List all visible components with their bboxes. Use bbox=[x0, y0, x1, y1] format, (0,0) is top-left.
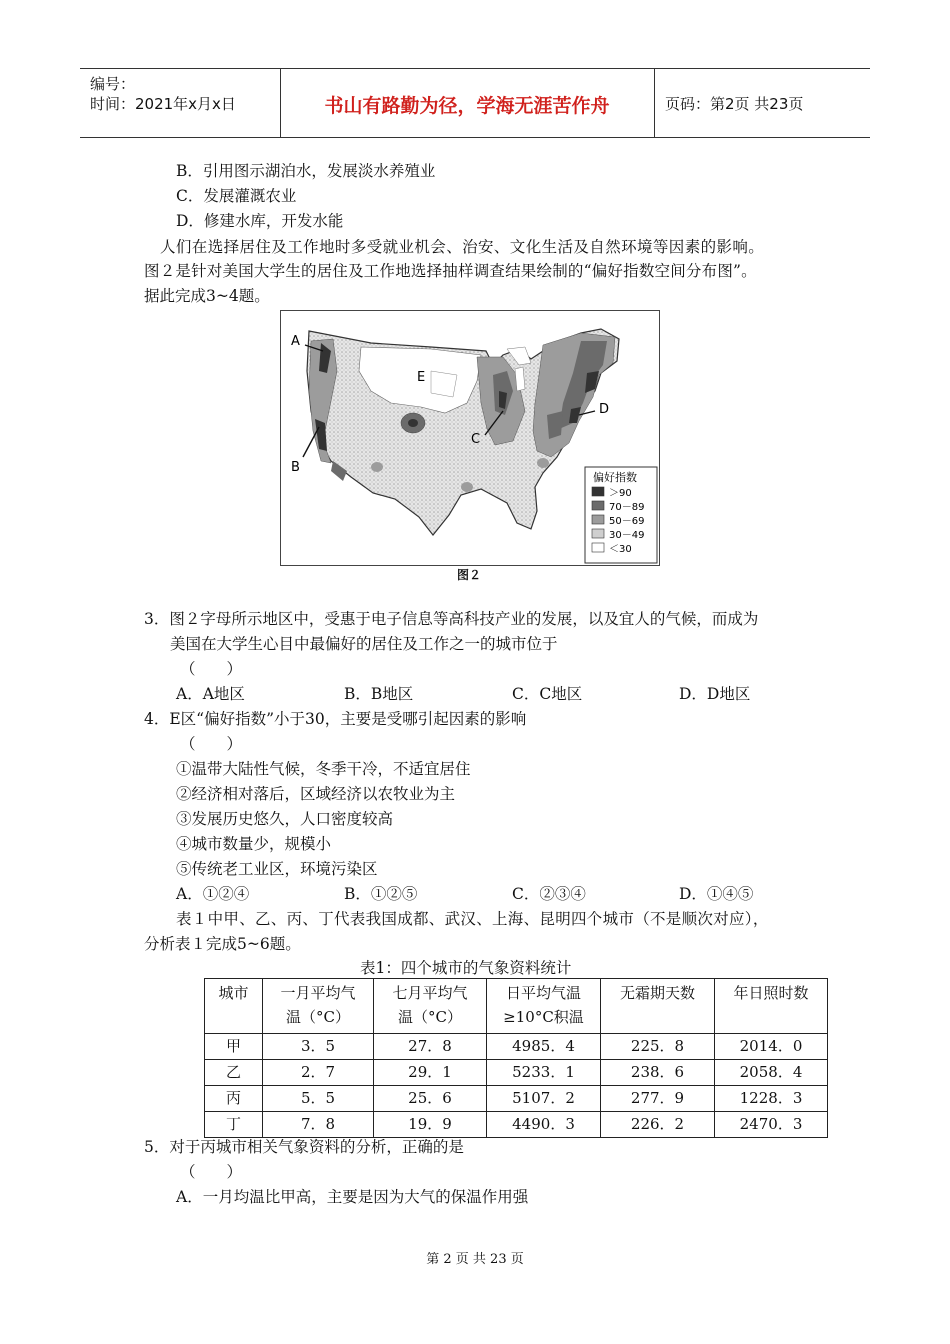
q3-text: 美国在大学生心目中最偏好的居住及工作之一的城市位于 bbox=[170, 635, 558, 653]
table-cell: 5．5 bbox=[263, 1086, 374, 1112]
table-header-row bbox=[205, 979, 828, 1034]
q5-text: 5．对于丙城市相关气象资料的分析，正确的是 bbox=[144, 1138, 464, 1156]
q5-answer-paren: （ ） bbox=[180, 1163, 243, 1181]
table-cell: 丙 bbox=[205, 1086, 263, 1112]
table-cell: 27．8 bbox=[374, 1034, 487, 1060]
table-cell: 19．9 bbox=[374, 1112, 487, 1138]
legend-label: ＞90 bbox=[609, 488, 632, 499]
table-row bbox=[205, 1112, 828, 1138]
legend-label: 30－49 bbox=[609, 530, 645, 541]
legend-swatch bbox=[592, 501, 604, 510]
table-cell: 225．8 bbox=[601, 1034, 715, 1060]
table-header-cell: 年日照时数 bbox=[715, 979, 828, 1034]
number-label: 编号： bbox=[90, 75, 136, 93]
table-cell: 226．2 bbox=[601, 1112, 715, 1138]
table-cell: 238．6 bbox=[601, 1060, 715, 1086]
header-divider bbox=[654, 69, 655, 137]
legend-swatch bbox=[592, 487, 604, 496]
table-cell: 5233．1 bbox=[487, 1060, 601, 1086]
legend-title: 偏好指数 bbox=[593, 471, 637, 484]
q4-item: ③发展历史悠久，人口密度较高 bbox=[176, 810, 394, 828]
page-header bbox=[80, 68, 870, 138]
q3-option-c: C．C地区 bbox=[512, 685, 583, 703]
page-footer: 第 2 页 共 23 页 bbox=[426, 1252, 524, 1267]
preference-index-map bbox=[280, 310, 660, 566]
table-row bbox=[205, 1034, 828, 1060]
usa-map bbox=[281, 311, 659, 565]
climate-table bbox=[204, 978, 828, 1138]
legend-swatch bbox=[592, 543, 604, 552]
table-cell: 甲 bbox=[205, 1034, 263, 1060]
table-cell: 乙 bbox=[205, 1060, 263, 1086]
page-number-label: 页码：第2页 共23页 bbox=[665, 95, 804, 113]
q4-item: ④城市数量少，规模小 bbox=[176, 835, 332, 853]
table-header-cell: 七月平均气 温（°C） bbox=[374, 979, 487, 1034]
q3-text: 3．图２字母所示地区中，受惠于电子信息等高科技产业的发展，以及宜人的气候，而成为 bbox=[144, 610, 759, 628]
header-motto: 书山有路勤为径，学海无涯苦作舟 bbox=[324, 95, 610, 117]
label-b: B bbox=[291, 460, 300, 475]
q3-option-d: D．D地区 bbox=[679, 685, 751, 703]
table-header-cell: 日平均气温 ≥10°C积温 bbox=[487, 979, 601, 1034]
map-legend bbox=[585, 467, 657, 563]
table-cell: 2470．3 bbox=[715, 1112, 828, 1138]
table-cell: 3．5 bbox=[263, 1034, 374, 1060]
q4-option-d: D．①④⑤ bbox=[679, 885, 754, 903]
intro-line: 人们在选择居住及工作地时多受就业机会、治安、文化生活及自然环境等因素的影响。 bbox=[160, 238, 765, 256]
table-cell: 29．1 bbox=[374, 1060, 487, 1086]
prev-option-c: C．发展灌溉农业 bbox=[176, 187, 297, 205]
q3-answer-paren: （ ） bbox=[180, 660, 243, 678]
label-d: D bbox=[599, 402, 610, 417]
legend-swatch bbox=[592, 515, 604, 524]
q3-option-a: A．A地区 bbox=[176, 685, 245, 703]
table-cell: 25．6 bbox=[374, 1086, 487, 1112]
table-intro: 分析表１完成5~6题。 bbox=[144, 935, 301, 953]
table-cell: 4985．4 bbox=[487, 1034, 601, 1060]
prev-option-b: B．引用图示湖泊水，发展淡水养殖业 bbox=[176, 162, 436, 180]
table-cell: 7．8 bbox=[263, 1112, 374, 1138]
label-c: C bbox=[471, 432, 481, 447]
table-caption: 表1：四个城市的气象资料统计 bbox=[360, 959, 572, 977]
q5-option-a: A．一月均温比甲高，主要是因为大气的保温作用强 bbox=[176, 1188, 529, 1206]
q4-item: ①温带大陆性气候，冬季干冷，不适宜居住 bbox=[176, 760, 471, 778]
q4-item: ②经济相对落后，区域经济以农牧业为主 bbox=[176, 785, 456, 803]
q4-option-a: A．①②④ bbox=[176, 885, 250, 903]
table-row bbox=[205, 1086, 828, 1112]
legend-swatch bbox=[592, 529, 604, 538]
q4-item: ⑤传统老工业区，环境污染区 bbox=[176, 860, 378, 878]
q4-option-c: C．②③④ bbox=[512, 885, 586, 903]
table-cell: 2014．0 bbox=[715, 1034, 828, 1060]
table-cell: 丁 bbox=[205, 1112, 263, 1138]
table-cell: 2058．4 bbox=[715, 1060, 828, 1086]
q4-text: 4．E区“偏好指数”小于30，主要是受哪引起因素的影响 bbox=[144, 710, 527, 728]
intro-line: 图２是针对美国大学生的居住及工作地选择抽样调查结果绘制的“偏好指数空间分布图”。 bbox=[144, 262, 757, 280]
table-header-cell: 城市 bbox=[205, 979, 263, 1034]
table-row bbox=[205, 1060, 828, 1086]
q4-answer-paren: （ ） bbox=[180, 735, 243, 753]
intro-line: 据此完成3~4题。 bbox=[144, 287, 270, 305]
prev-option-d: D．修建水库，开发水能 bbox=[176, 212, 344, 230]
table-cell: 4490．3 bbox=[487, 1112, 601, 1138]
table-header-cell: 一月平均气 温（°C） bbox=[263, 979, 374, 1034]
table-cell: 2．7 bbox=[263, 1060, 374, 1086]
q3-option-b: B．B地区 bbox=[344, 685, 414, 703]
table-header-cell: 无霜期天数 bbox=[601, 979, 715, 1034]
figure-caption: 图２ bbox=[457, 568, 482, 582]
table-cell: 5107．2 bbox=[487, 1086, 601, 1112]
label-a: A bbox=[291, 334, 300, 349]
legend-label: ＜30 bbox=[609, 544, 632, 555]
time-label: 时间：2021年x月x日 bbox=[90, 95, 236, 113]
label-e: E bbox=[417, 370, 426, 385]
legend-label: 50－69 bbox=[609, 516, 645, 527]
table-cell: 1228．3 bbox=[715, 1086, 828, 1112]
table-cell: 277．9 bbox=[601, 1086, 715, 1112]
q4-option-b: B．①②⑤ bbox=[344, 885, 418, 903]
table-intro: 表１中甲、乙、丙、丁代表我国成都、武汉、上海、昆明四个城市（不是顺次对应）， bbox=[176, 910, 769, 928]
legend-label: 70－89 bbox=[609, 502, 645, 513]
